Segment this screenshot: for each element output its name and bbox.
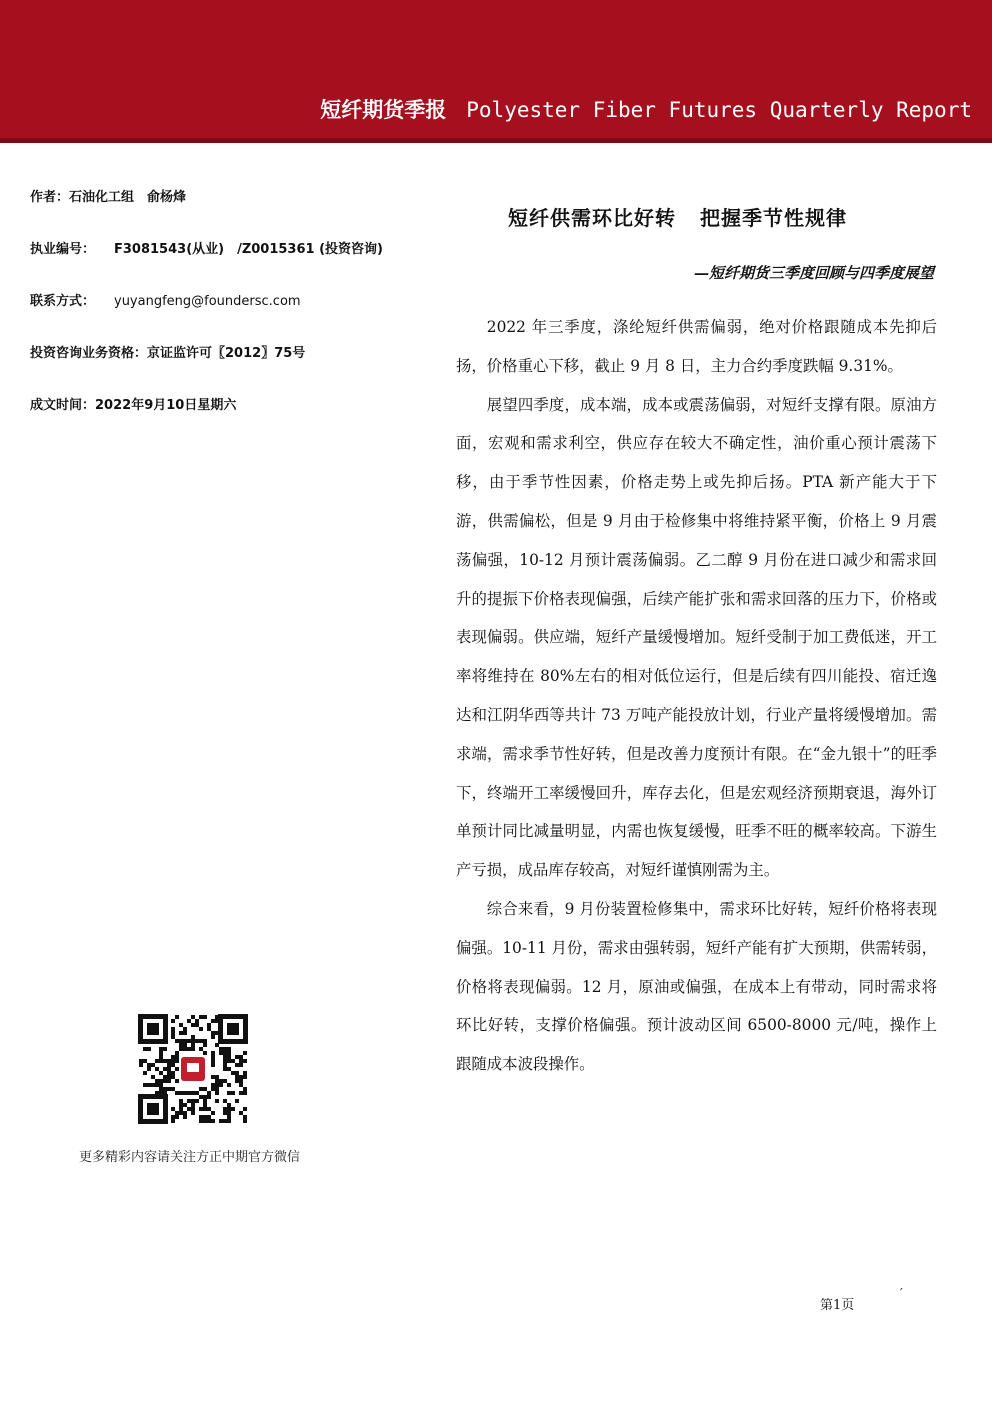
paragraph-q3-review: 2022 年三季度，涤纶短纤供需偏弱，绝对价格跟随成本先抑后扬，价格重心下移，截止 9 月 8 日，主力合约季度跌幅 9.31%。 — [456, 318, 937, 375]
contact-line — [30, 290, 301, 309]
date-value: 2022年9月10日星期六 — [95, 398, 237, 413]
author-label: 作者： — [30, 190, 70, 205]
qualification-label: 投资咨询业务资格： — [30, 346, 148, 361]
author-line — [30, 186, 186, 205]
contact-email[interactable]: yuyangfeng@foundersc.com — [114, 294, 301, 309]
paragraph-q4-outlook: 展望四季度，成本端，成本或震荡偏弱，对短纤支撑有限。原油方面，宏观和需求利空，供应存在较大不确定性，油价重心预计震荡下移，由于季节性因素，价格走势上或先抑后扬。PTA 新产能大于下游，供需偏松，但是 9 月由于检修集中将维持紧平衡，价格上 9 月震荡偏强，10-12 月预计震荡偏弱。乙二醇 9 月份在进口减少和需求回升的提振下价格表现偏强，后续产能扩张和需求回落的压力下，价格或表现偏弱。供应端，短纤产量缓慢增加。短纤受制于加工费低迷，开工率将维持在 80%左右的相对低位运行，但是后续有四川能投、宿迁逸达和江阴华西等共计 73 万吨产能投放计划，行业产量将缓慢增加。需求端，需求季节性好转，但是改善力度预计有限。在“金九银十”的旺季下，终端开工率缓慢回升，库存去化，但是宏观经济预期衰退，海外订单预计同比减量明显，内需也恢复缓慢，旺季不旺的概率较高。下游生产亏损，成品库存较高，对短纤谨慎刚需为主。 — [456, 395, 937, 880]
contact-label: 联系方式： — [30, 294, 96, 309]
header-title-en: Polyester Fiber Futures Quarterly Report — [466, 98, 972, 122]
report-title-part2: 把握季节性规律 — [700, 206, 847, 230]
qualification-value: 京证监许可〖2012〗75号 — [147, 346, 306, 361]
report-subtitle: —短纤期货三季度回顾与四季度展望 — [693, 264, 934, 282]
header-title-cn: 短纤期货季报 — [320, 98, 447, 122]
license-value: F3081543(从业) /Z0015361 (投资咨询) — [114, 242, 383, 257]
report-title-part1: 短纤供需环比好转 — [508, 206, 676, 230]
report-header-title — [320, 96, 972, 124]
footer-mark: ′ — [900, 1286, 903, 1300]
license-label: 执业编号： — [30, 242, 96, 257]
qr-caption: 更多精彩内容请关注方正中期官方微信 — [79, 1150, 301, 1165]
author-value: 石油化工组 俞杨烽 — [69, 190, 187, 205]
paragraph-summary: 综合来看，9 月份装置检修集中，需求环比好转，短纤价格将表现偏强。10-11 月份，需求由强转弱，短纤产能有扩大预期，供需转弱，价格将表现偏弱。12 月，原油或偏强，在成本上有带动，同时需求将环比好转，支撑价格偏强。预计波动区间 6500-8000 元/吨，操作上跟随成本波段操作。 — [456, 899, 937, 1074]
report-body — [456, 308, 937, 1084]
qr-code-icon — [138, 1014, 248, 1124]
qualification-line — [30, 342, 305, 361]
license-line — [30, 238, 383, 257]
page-number: 第1页 — [820, 1298, 855, 1313]
header-rule — [0, 138, 992, 143]
date-label: 成文时间： — [30, 398, 96, 413]
date-line — [30, 394, 236, 413]
report-title — [508, 202, 847, 231]
